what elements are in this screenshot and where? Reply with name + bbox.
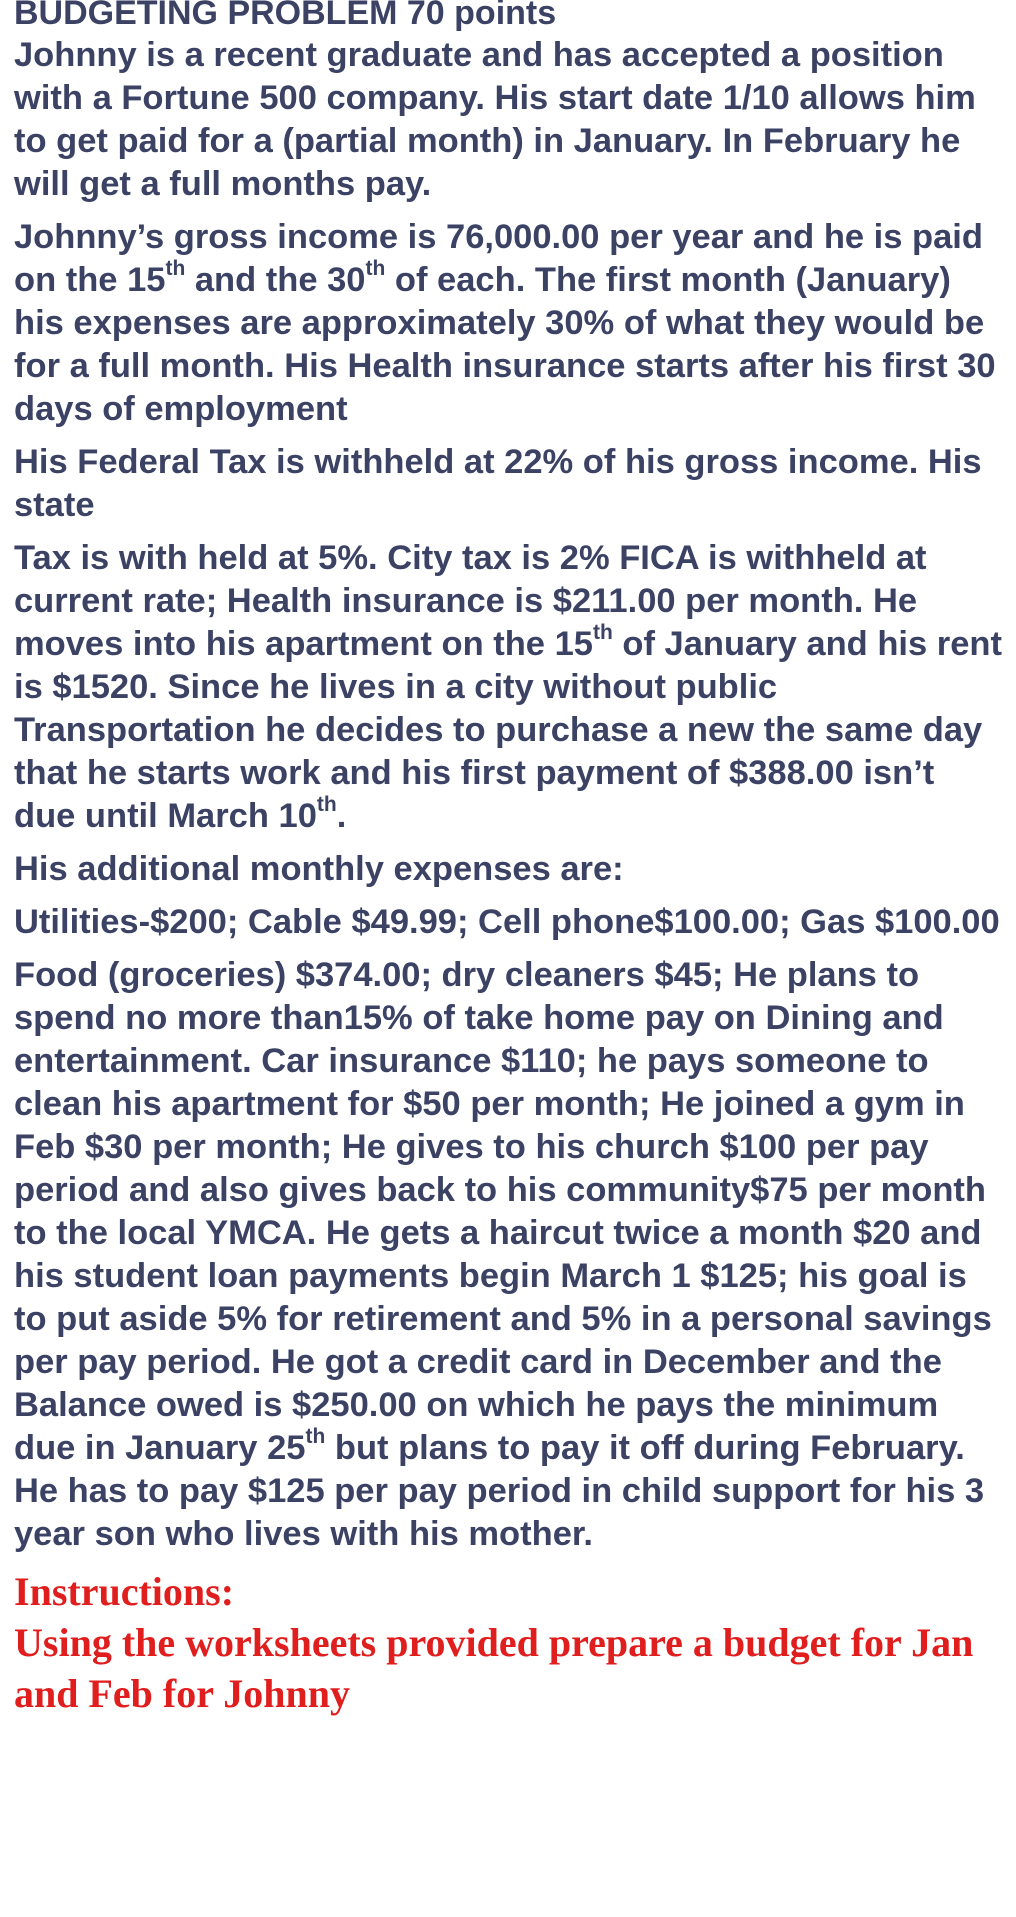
paragraph-taxes-rent-text-b: of January and his rent is $1520. Since he lives in a city without public Transportation he decides to purchase a new the same day that he starts work and his first payment of $388.00 isn’t due until March 10 <box>14 625 1002 835</box>
paragraph-federal-tax: His Federal Tax is withheld at 22% of his gross income. His state <box>14 443 982 524</box>
paragraph-taxes-rent-text-c: . <box>336 797 347 835</box>
paragraph-income <box>14 216 1004 431</box>
ordinal-suffix: th <box>592 620 613 644</box>
paragraph-additional-expenses: His additional monthly expenses are: <box>14 850 624 888</box>
paragraph-income-text-b: and the 30 <box>185 261 366 299</box>
paragraph-other-expenses-text-b: but plans to pay it off during February. He has to pay $125 per pay period in child support for his 3 year son who lives with his mother. <box>14 1429 985 1553</box>
paragraph-utilities: Utilities-$200; Cable $49.99; Cell phone$100.00; Gas $100.00 <box>14 903 1000 941</box>
paragraph-taxes-rent <box>14 537 1004 838</box>
paragraph-taxes-rent-text-a: Tax is with held at 5%. City tax is 2% FICA is withheld at current rate; Health insurance is $211.00 per month. He moves into his apartment on the 15 <box>14 539 927 663</box>
paragraph-other-expenses-text-a: Food (groceries) $374.00; dry cleaners $45; He plans to spend no more than15% of take home pay on Dining and entertainment. Car insurance $110; he pays someone to clean his apartment for $50 per month; He joined a gym in Feb $30 per month; He gives to his church $100 per pay period and also gives back to his community$75 per month to the local YMCA. He gets a haircut twice a month $20 and his student loan payments begin March 1 $125; his goal is to put aside 5% for retirement and 5% in a personal savings per pay period. He got a credit card in December and the Balance owed is $250.00 on which he pays the minimum due in January 25 <box>14 956 992 1467</box>
paragraph-other-expenses <box>14 954 1004 1556</box>
document-title: BUDGETING PROBLEM 70 points <box>14 0 557 32</box>
instructions-heading: Instructions: <box>14 1569 235 1614</box>
ordinal-suffix: th <box>165 256 186 280</box>
instructions-text: Using the worksheets provided prepare a budget for Jan and Feb for Johnny <box>14 1620 974 1716</box>
ordinal-suffix: th <box>316 792 337 816</box>
paragraph-income-text-a: Johnny’s gross income is 76,000.00 per year and he is paid on the 15 <box>14 218 983 299</box>
document-page <box>14 0 1004 1719</box>
ordinal-suffix: th <box>365 256 386 280</box>
ordinal-suffix: th <box>305 1424 326 1448</box>
paragraph-income-text-c: of each. The first month (January) his expenses are approximately 30% of what they would be for a full month. His Health insurance starts after his first 30 days of employment <box>14 261 996 428</box>
paragraph-intro: Johnny is a recent graduate and has accepted a position with a Fortune 500 company. His start date 1/10 allows him to get paid for a (partial month) in January. In February he will get a full months pay. <box>14 36 976 203</box>
